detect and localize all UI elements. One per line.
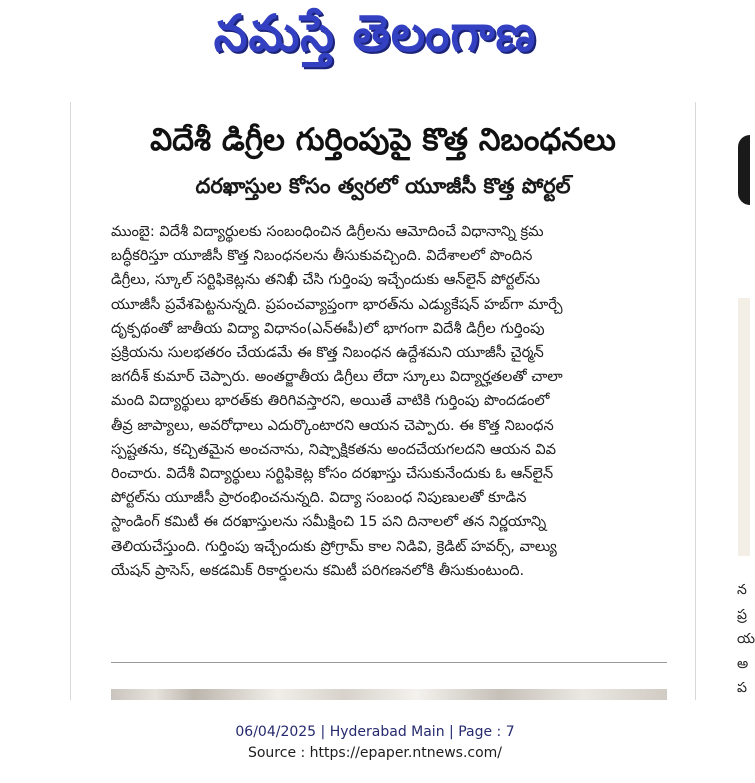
adjacent-box-edge [738, 298, 750, 556]
article-line: పోర్టల్‌ను యూజీసీ ప్రారంభించనున్నది. విద్యా సంబంధ నిపుణులతో కూడిన [111, 489, 527, 507]
photo-fragment [111, 689, 667, 700]
newspaper-logo: నమస్తే తెలంగాణ [213, 4, 537, 64]
article-line: స్పష్టతను, కచ్చితమైన అంచనాను, నిష్పాక్షికతను అందచేయగలదని ఆయన వివ [111, 440, 556, 458]
article-line: తెలియచేస్తుంది. గుర్తింపు ఇచ్చేందుకు ప్రోగ్రామ్ కాల నిడివి, క్రెడిట్ హవర్స్, వాల్యు [111, 537, 557, 555]
adjacent-text-fragment: య [737, 631, 755, 647]
adjacent-column-text [737, 578, 755, 701]
article-body [111, 220, 667, 583]
column-divider [111, 662, 667, 663]
adjacent-text-fragment: ప్ర [737, 606, 747, 623]
article-line: దృక్పథంతో జాతీయ విద్యా విధానం(ఎన్‌ఈపీ)లో భాగంగా విదేశీ డిగ్రీల గుర్తింపు [111, 319, 545, 337]
page-footer [0, 722, 750, 764]
adjacent-photo-edge [738, 135, 750, 205]
adjacent-text-fragment: అ [737, 655, 749, 672]
article-line: బద్ధీకరిస్తూ యూజీసీ కొత్త నిబంధనలను తీసుకువచ్చింది. విదేశాలలో పొందిన [111, 247, 533, 265]
article-line: యేషన్ ప్రాసెస్, అకడమిక్ రికార్డులను కమిటీ పరిగణనలోకి తీసుకుంటుంది. [111, 561, 525, 579]
article-line: తీవ్ర జాప్యాలు, అవరోధాలు ఎదుర్కొంటారని ఆయన చెప్పారు. ఈ కొత్త నిబంధన [111, 416, 554, 434]
article-line: మంది విద్యార్థులు భారత్‌కు తిరిగివస్తారని, అయితే వాటికి గుర్తింపు పొందడంలో [111, 392, 550, 410]
article-line: ప్రక్రియను సులభతరం చేయడమే ఈ కొత్త నిబంధన ఉద్దేశమని యూజీసీ చైర్మన్ [111, 344, 544, 362]
article-line: స్టాండింగ్ కమిటీ ఈ దరఖాస్తులను సమీక్షించి 15 పని దినాలలో తన నిర్ణయాన్ని [111, 513, 547, 531]
adjacent-text-fragment: ప [737, 680, 747, 696]
source-link[interactable]: Source : https://epaper.ntnews.com/ [247, 745, 503, 761]
article-line: జగదీశ్ కుమార్ చెప్పారు. అంతర్జాతీయ డిగ్రీలు లేదా స్కూలు విద్యార్హతలతో చాలా [111, 368, 563, 386]
article-subheadline: దరఖాస్తుల కోసం త్వరలో యూజీసీ కొత్త పోర్టల్ [195, 174, 571, 198]
article-line: రించారు. విదేశీ విద్యార్థులు సర్టిఫికెట్ల కోసం దరఖాస్తు చేసుకునేందుకు ఓ ఆన్‌లైన్ [111, 465, 554, 483]
article-line: డిగ్రీలు, స్కూల్ సర్టిఫికెట్లను తనిఖీ చేసి గుర్తింపు ఇచ్చేందుకు ఆన్‌లైన్ పోర్టల్‌ను [111, 271, 540, 289]
edition-info: 06/04/2025 | Hyderabad Main | Page : 7 [235, 724, 515, 740]
article-line: యూజీసీ ప్రవేశపెట్టనున్నది. ప్రపంచవ్యాప్తంగా భారత్‌ను ఎడ్యుకేషన్ హబ్‌గా మార్చే [111, 295, 563, 313]
adjacent-text-fragment: న [737, 582, 747, 598]
article-line: ముంబై: విదేశీ విద్యార్థులకు సంబంధించిన డిగ్రీలను ఆమోదించే విధానాన్ని క్రమ [111, 223, 544, 240]
article-clipping [70, 102, 696, 700]
masthead [0, 0, 750, 80]
article-headline: విదేశీ డిగ్రీల గుర్తింపుపై కొత్త నిబంధనలు [150, 122, 616, 158]
